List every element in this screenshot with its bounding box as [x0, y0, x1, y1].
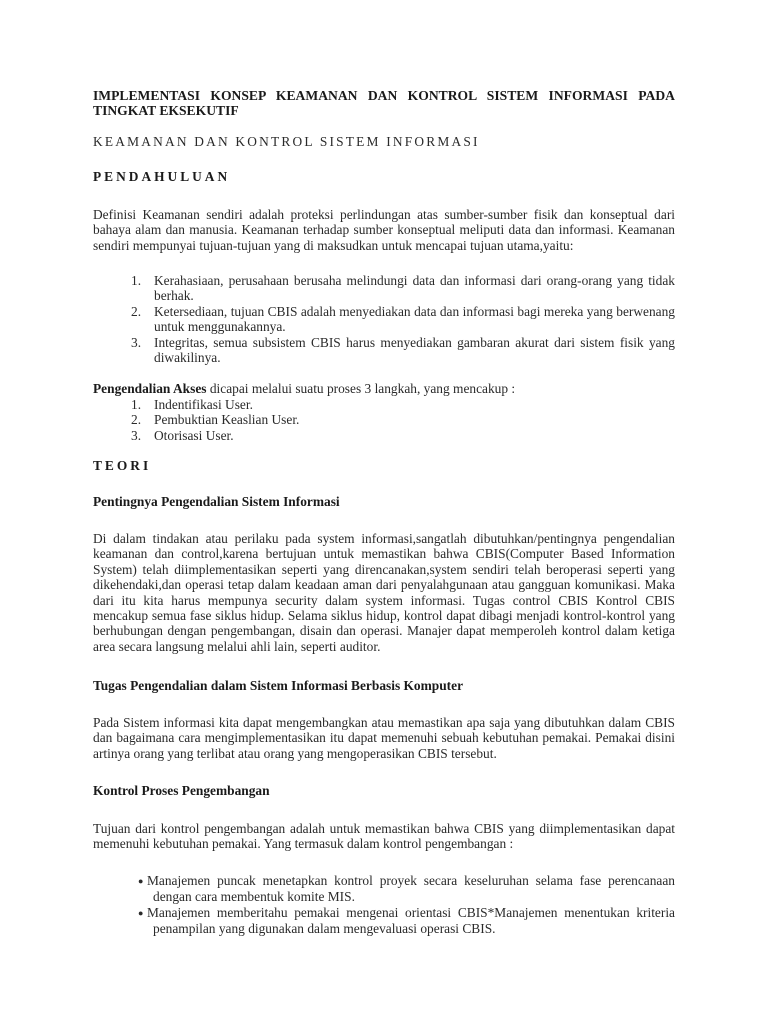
list-number: 1. — [131, 273, 142, 288]
list-number: 3. — [131, 427, 142, 443]
development-controls-list — [93, 873, 675, 937]
document-title: IMPLEMENTASI KONSEP KEAMANAN DAN KONTROL SISTEM INFORMASI PADA TINGKAT EKSEKUTIF — [93, 88, 675, 119]
list-text: Kerahasiaan, perusahaan berusaha melindungi data dan informasi dari orang-orang yang tidak berhak. — [154, 273, 675, 304]
document-subtitle: KEAMANAN DAN KONTROL SISTEM INFORMASI — [93, 134, 480, 149]
access-steps-list — [93, 397, 675, 443]
intro-paragraph: Definisi Keamanan sendiri adalah proteksi perlindungan atas sumber-sumber fisik dan konseptual dari bahaya alam dan manusia. Keamanan terhadap sumber konseptual meliputi data dan informasi. Keamanan sendiri mempunyai tujuan-tujuan yang di maksudkan untuk mencapai tujuan utama,yaitu: — [93, 207, 675, 253]
bullet-text: Manajemen puncak menetapkan kontrol proyek secara keseluruhan selama fase perencanaan dengan cara membentuk komite MIS. — [147, 873, 675, 905]
section-heading: Tugas Pengendalian dalam Sistem Informasi Berbasis Komputer — [93, 678, 464, 693]
bullet-text: Manajemen memberitahu pemakai mengenai orientasi CBIS*Manajemen menentukan kriteria penampilan yang digunakan dalam mengevaluasi operasi CBIS. — [147, 904, 675, 937]
list-item — [93, 412, 675, 427]
list-item — [93, 273, 675, 304]
list-item — [93, 428, 675, 443]
list-number: 2. — [131, 303, 142, 319]
list-number: 2. — [131, 412, 142, 428]
section-paragraph: Pada Sistem informasi kita dapat mengembangkan atau memastikan apa saja yang dibutuhkan dalam CBIS dan bagaimana cara mengimplementasikan itu dapat memenuhi sebuah kebutuhan pemakai. Pemakai disini artinya orang yang terlibat atau orang yang mengoperasikan CBIS tersebut. — [93, 715, 675, 761]
access-control-term: Pengendalian Akses — [93, 381, 207, 396]
list-text: Indentifikasi User. — [154, 397, 253, 412]
document-body — [93, 88, 675, 937]
bullet-item — [93, 905, 675, 937]
list-text: Integritas, semua subsistem CBIS harus menyediakan gambaran akurat dari sistem fisik yang diwakilinya. — [154, 334, 675, 366]
section-paragraph: Di dalam tindakan atau perilaku pada system informasi,sangatlah dibutuhkan/pentingnya pengendalian keamanan dan control,karena bertujuan untuk memastikan bahwa CBIS(Computer Based Information System) telah diimplementasikan seperti yang direncanakan,system sendiri telah beroperasi seperti yang dikehendaki,dan operasi tetap dalam keadaan aman dari penyalahgunaan atau gangguan komunikasi. Maka dari itu kita harus mempunya security dalam system informasi. Tugas control CBIS Kontrol CBIS mencakup semua fase siklus hidup. Selama siklus hidup, kontrol dapat dibagi menjadi kontrol-kontrol yang berhubungan dengan pengembangan, disain dan operasi. Manajer dapat memperoleh kontrol dalam ketiga area secara langsung melalui ahli lain, seperti auditor. — [93, 531, 675, 654]
access-control-paragraph — [93, 381, 675, 396]
list-number: 1. — [131, 397, 142, 412]
access-control-text: dicapai melalui suatu proses 3 langkah, yang mencakup : — [206, 381, 516, 396]
heading-pendahuluan: PENDAHULUAN — [93, 169, 231, 184]
list-number: 3. — [131, 334, 142, 350]
section-heading: Pentingnya Pengendalian Sistem Informasi — [93, 494, 340, 509]
list-text: Otorisasi User. — [154, 427, 234, 443]
bullet-item — [93, 873, 675, 905]
list-item — [93, 335, 675, 366]
bullet-icon: ● — [138, 907, 144, 918]
section-heading: Kontrol Proses Pengembangan — [93, 783, 270, 798]
section-paragraph: Tujuan dari kontrol pengembangan adalah untuk memastikan bahwa CBIS yang diimplementasikan dapat memenuhi kebutuhan pemakai. Yang termasuk dalam kontrol pengembangan : — [93, 821, 675, 852]
list-item — [93, 304, 675, 335]
list-item — [93, 397, 675, 412]
list-text: Ketersediaan, tujuan CBIS adalah menyediakan data dan informasi bagi mereka yang berwenang untuk menggunakannya. — [154, 303, 675, 335]
heading-teori: TEORI — [93, 458, 152, 473]
bullet-icon: ● — [138, 876, 144, 886]
security-goals-list — [93, 273, 675, 365]
list-text: Pembuktian Keaslian User. — [154, 412, 300, 428]
